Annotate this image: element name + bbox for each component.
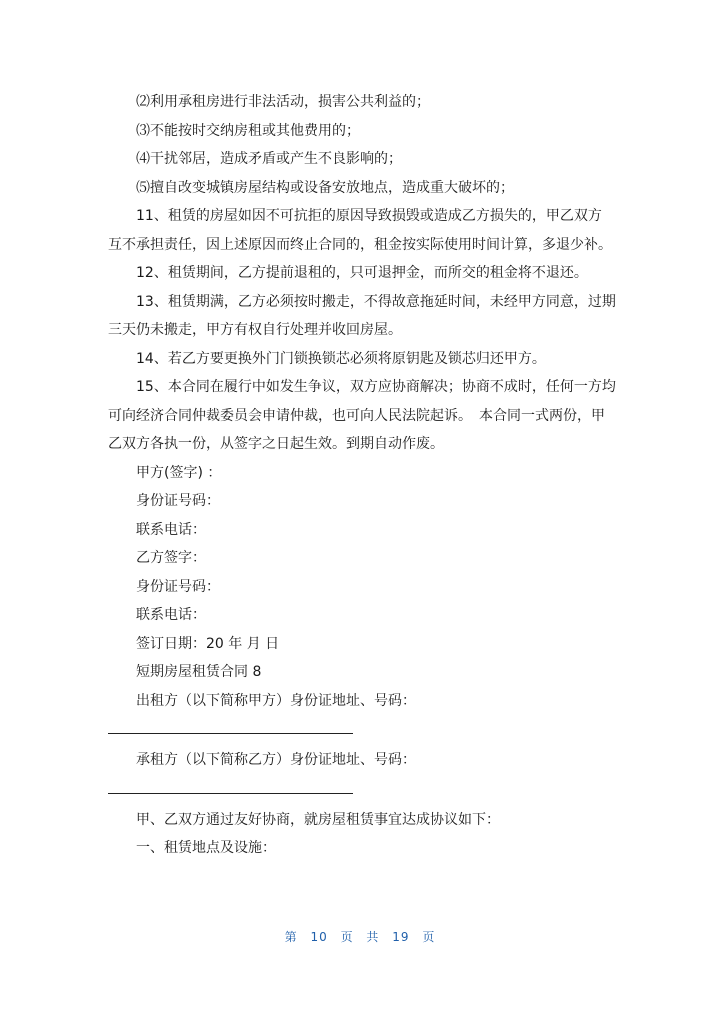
clause-13: 13、租赁期满，乙方必须按时搬走，不得故意拖延时间，未经甲方同意，过期三天仍未搬走，甲方有权自行处理并收回房屋。 xyxy=(108,293,616,338)
lessor-line: 出租方（以下简称甲方）身份证地址、号码： xyxy=(136,692,416,709)
party-b-phone-label: 联系电话： xyxy=(136,607,206,623)
party-b-signature-label: 乙方签字： xyxy=(136,550,206,566)
footer-label-ye: 页 xyxy=(340,930,354,944)
list-item-5: ⑸擅自改变城镇房屋结构或设备安放地点，造成重大破坏的； xyxy=(136,179,514,196)
footer-label-gong: 共 xyxy=(366,930,380,944)
page-footer xyxy=(0,928,720,945)
party-a-signature-label: 甲方(签字) ： xyxy=(136,464,222,481)
signing-date-label: 签订日期：20 年 月 日 xyxy=(136,635,280,652)
party-a-id-label: 身份证号码： xyxy=(136,493,220,509)
footer-page-number: 10 xyxy=(310,930,328,944)
clause-14: 14、若乙方要更换外门门锁换锁芯必须将原钥匙及锁芯归还甲方。 xyxy=(136,350,546,367)
section-one-heading: 一、租赁地点及设施： xyxy=(136,840,276,856)
list-item-3: ⑶不能按时交纳房租或其他费用的； xyxy=(136,122,360,139)
lessee-fill-line xyxy=(108,793,353,794)
party-a-phone-label: 联系电话： xyxy=(136,521,206,538)
document-body xyxy=(108,88,616,863)
clause-15: 15、本合同在履行中如发生争议，双方应协商解决；协商不成时，任何一方均可向经济合同仲裁委员会申请仲裁，也可向人民法院起诉。 本合同一式两份，甲乙双方各执一份，从签字之日起生效。到期自动作废。 xyxy=(108,379,616,452)
list-item-4: ⑷干扰邻居，造成矛盾或产生不良影响的； xyxy=(136,151,402,167)
lessor-fill-line xyxy=(108,733,353,734)
footer-label-di: 第 xyxy=(284,930,298,944)
party-b-id-label: 身份证号码： xyxy=(136,578,220,595)
list-item-2: ⑵利用承租房进行非法活动，损害公共利益的； xyxy=(136,94,430,110)
lessee-line: 承租方（以下简称乙方）身份证地址、号码： xyxy=(136,752,416,768)
footer-label-ye2: 页 xyxy=(422,930,436,944)
clause-11: 11、租赁的房屋如因不可抗拒的原因导致损毁或造成乙方损失的，甲乙双方 互不承担责任，因上述原因而终止合同的，租金按实际使用时间计算，多退少补。 xyxy=(108,208,612,253)
contract-title: 短期房屋租赁合同 8 xyxy=(136,664,262,680)
footer-total-pages: 19 xyxy=(392,930,410,944)
clause-12: 12、租赁期间，乙方提前退租的，只可退押金，而所交的租金将不退还。 xyxy=(136,265,588,281)
agreement-line: 甲、乙双方通过友好协商，就房屋租赁事宜达成协议如下： xyxy=(136,811,500,828)
